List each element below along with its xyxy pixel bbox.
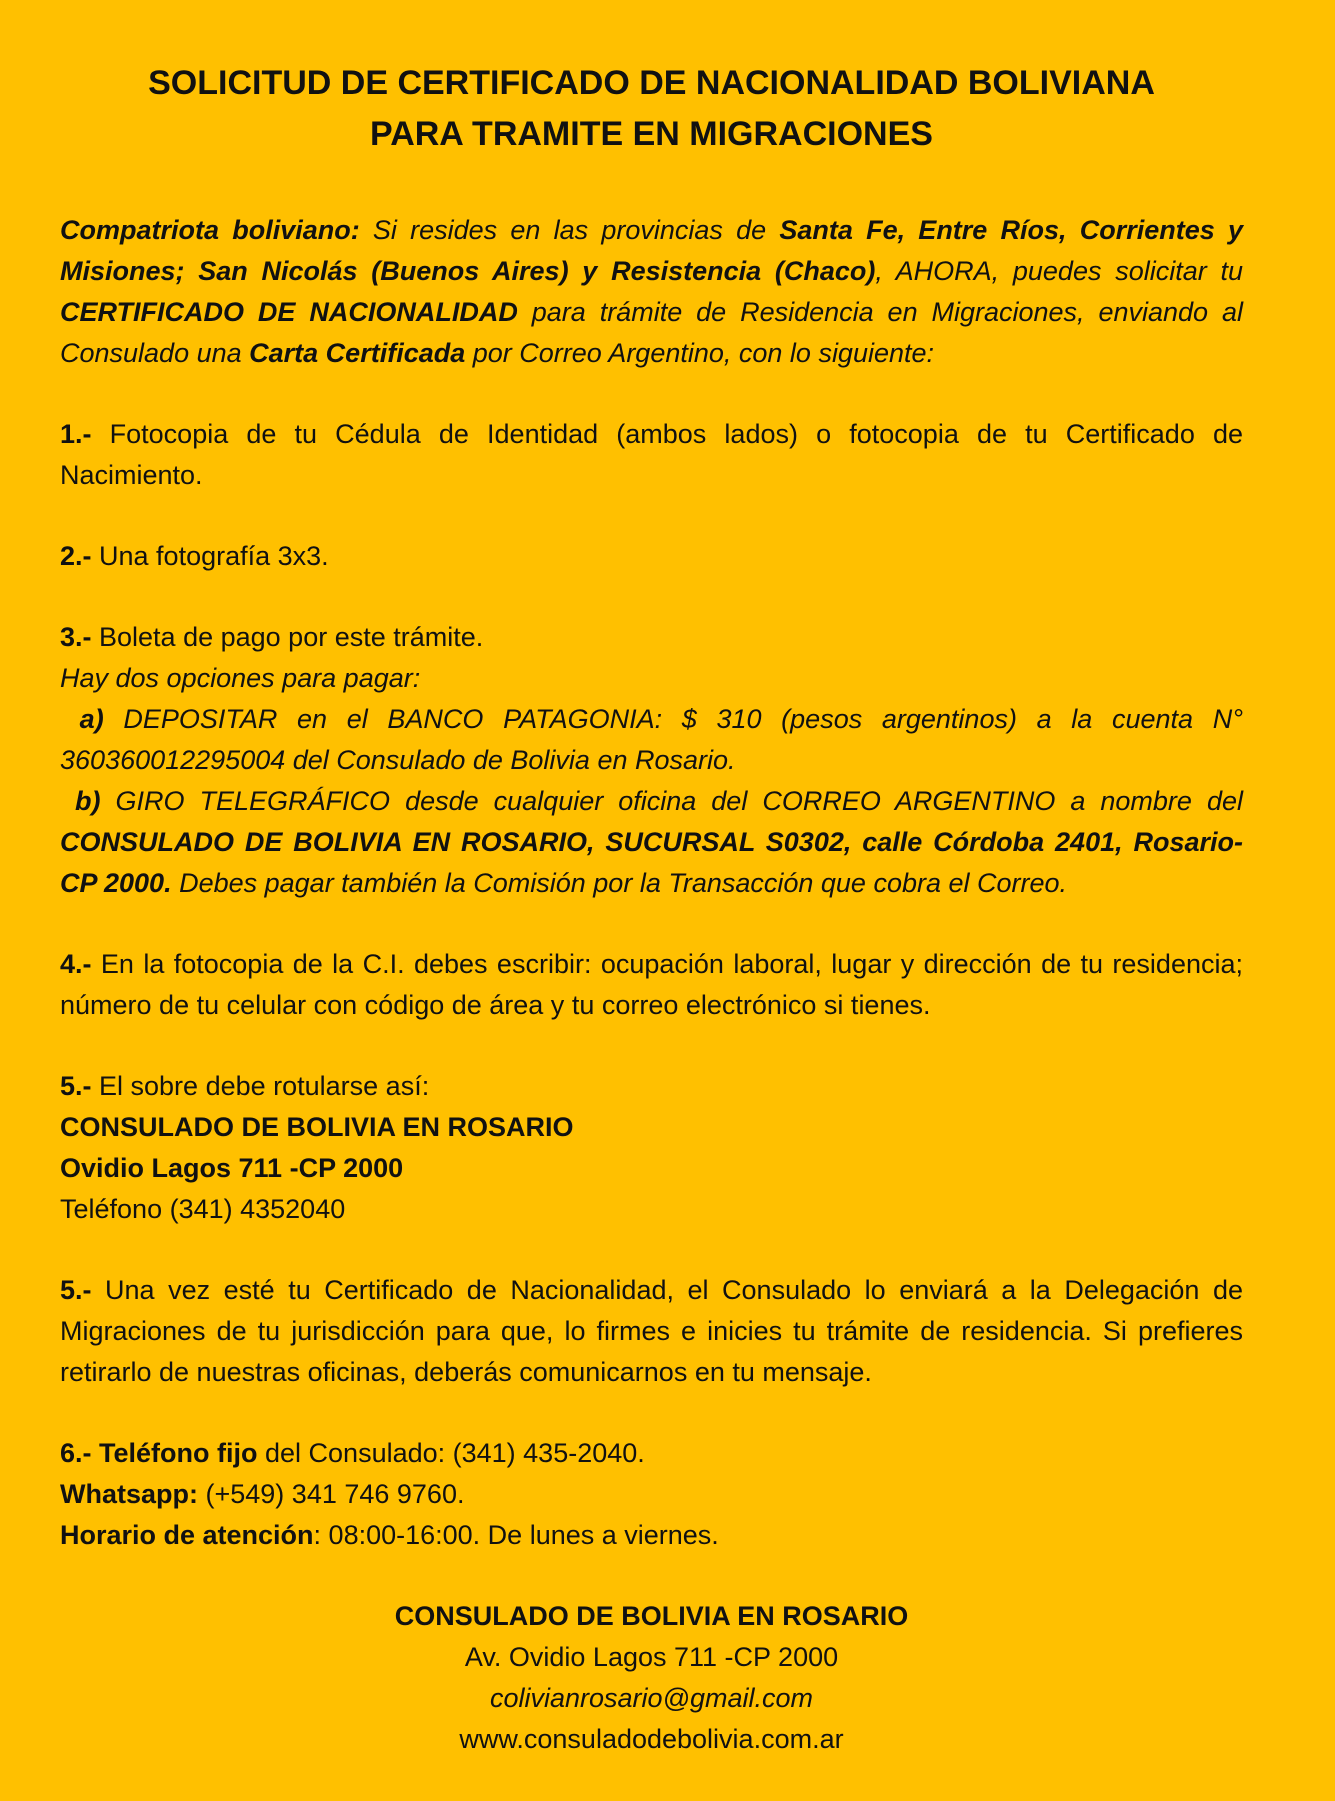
item-4-number: 4.- [60, 949, 92, 979]
hours-text: : 08:00-16:00. De lunes a viernes. [313, 1520, 719, 1550]
option-b-text: GIRO TELEGRÁFICO desde cualquier oficina del CORREO ARGENTINO a nombre del [100, 786, 1243, 816]
envelope-address-1-text: CONSULADO DE BOLIVIA EN ROSARIO [60, 1112, 574, 1142]
item-3 [60, 617, 1243, 904]
intro-cert: CERTIFICADO DE NACIONALIDAD [60, 297, 518, 327]
footer [60, 1596, 1243, 1760]
envelope-address-1 [60, 1107, 1243, 1148]
intro-lead: Compatriota boliviano: [60, 215, 360, 245]
footer-website[interactable]: www.consuladodebolivia.com.ar [459, 1724, 844, 1754]
payment-option-b [60, 781, 1243, 904]
landline-label: 6.- Teléfono fijo [60, 1438, 258, 1468]
hours-label: Horario de atención [60, 1520, 314, 1550]
whatsapp-line [60, 1474, 1243, 1515]
hours-line [60, 1515, 1243, 1556]
item-4 [60, 944, 1243, 1026]
item-5a-number: 5.- [60, 1071, 92, 1101]
intro-text-4: por Correo Argentino, con lo siguiente: [465, 338, 935, 368]
item-2-text: Una fotografía 3x3. [91, 541, 329, 571]
footer-email[interactable]: colivianrosario@gmail.com [489, 1683, 813, 1713]
item-2-number: 2.- [60, 541, 92, 571]
item-3-line [60, 617, 1243, 658]
payment-options-heading: Hay dos opciones para pagar: [60, 663, 421, 693]
option-b-label: b) [75, 786, 101, 816]
intro-text-2: , AHORA, puedes solicitar tu [875, 256, 1243, 286]
item-4-text: En la fotocopia de la C.I. debes escribir: ocupación laboral, lugar y dirección de tu residencia; número de tu celular con código de área y tu correo electrónico si tienes. [60, 949, 1243, 1020]
envelope-phone: Teléfono (341) 4352040 [60, 1194, 346, 1224]
whatsapp-text: (+549) 341 746 9760. [198, 1479, 465, 1509]
option-b-bold: CONSULADO DE BOLIVIA EN ROSARIO, SUCURSAL S0302, calle Córdoba 2401, Rosario-CP 2000. [60, 827, 1243, 898]
item-2 [60, 536, 1243, 577]
item-5-envelope [60, 1066, 1243, 1230]
item-5a-line [60, 1066, 1243, 1107]
item-6-contact [60, 1433, 1243, 1556]
intro-carta: Carta Certificada [249, 338, 466, 368]
envelope-address-2 [60, 1148, 1243, 1189]
option-b-tail: Debes pagar también la Comisión por la Transacción que cobra el Correo. [171, 868, 1068, 898]
intro-text-3: para trámite de Residencia en Migraciones, enviando al Consulado una [60, 297, 1243, 368]
title-line-1: SOLICITUD DE CERTIFICADO DE NACIONALIDAD BOLIVIANA [148, 64, 1155, 102]
option-a-text: DEPOSITAR en el BANCO PATAGONIA: $ 310 (pesos argentinos) a la cuenta N° 360360012295004 del Consulado de Bolivia en Rosario. [60, 704, 1243, 775]
item-1 [60, 414, 1243, 496]
item-5a-text: El sobre debe rotularse así: [91, 1071, 430, 1101]
landline-phone [60, 1433, 1243, 1474]
envelope-address-2-text: Ovidio Lagos 711 -CP 2000 [60, 1153, 404, 1183]
footer-name: CONSULADO DE BOLIVIA EN ROSARIO [394, 1601, 909, 1631]
item-1-text: Fotocopia de tu Cédula de Identidad (ambos lados) o fotocopia de tu Certificado de Nacimiento. [60, 419, 1243, 490]
item-3-number: 3.- [60, 622, 92, 652]
item-3-text: Boleta de pago por este trámite. [91, 622, 484, 652]
item-5b-text: Una vez esté tu Certificado de Nacionalidad, el Consulado lo enviará a la Delegación de Migraciones de tu jurisdicción para que, lo firmes e inicies tu trámite de residencia. Si prefieres retirarlo de nuestras oficinas, deberás comunicarnos en tu mensaje. [60, 1275, 1243, 1387]
payment-option-a [60, 699, 1243, 781]
whatsapp-label: Whatsapp: [60, 1479, 198, 1509]
document-body [60, 210, 1243, 1760]
item-1-number: 1.- [60, 419, 92, 449]
item-5-delivery [60, 1270, 1243, 1393]
intro-paragraph [60, 210, 1243, 374]
item-5b-number: 5.- [60, 1275, 92, 1305]
footer-address: Av. Ovidio Lagos 711 -CP 2000 [464, 1642, 839, 1672]
landline-text: del Consulado: (341) 435-2040. [257, 1438, 645, 1468]
title-line-2: PARA TRAMITE EN MIGRACIONES [370, 115, 933, 153]
intro-text-1: Si resides en las provincias de [359, 215, 780, 245]
intro-places: Santa Fe, Entre Ríos, Corrientes y Misiones; San Nicolás (Buenos Aires) y Resistencia (Chaco) [60, 215, 1244, 286]
option-a-label: a) [79, 704, 104, 734]
document-title [60, 58, 1243, 160]
